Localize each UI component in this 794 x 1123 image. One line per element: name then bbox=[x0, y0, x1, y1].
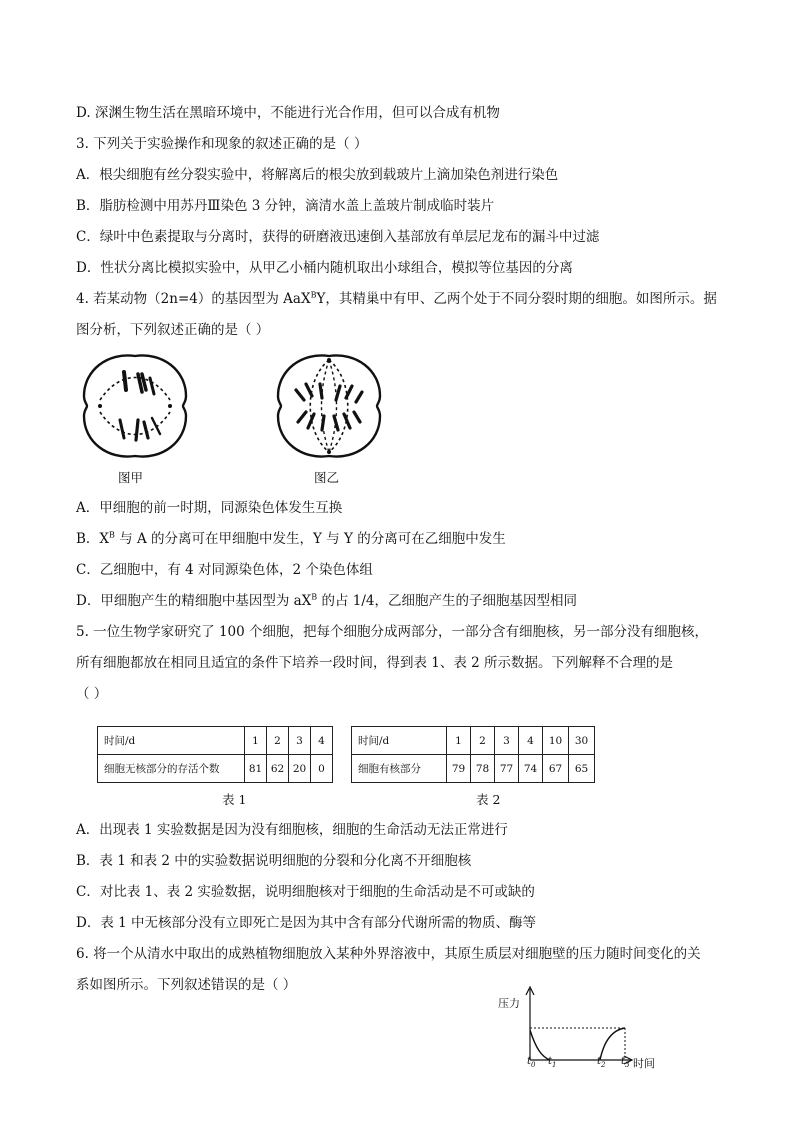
q5-option-a: A．出现表 1 实验数据是因为没有细胞核，细胞的生命活动无法正常进行 bbox=[76, 822, 508, 838]
q5-stem-line2: 所有细胞都放在相同且适宜的条件下培养一段时间，得到表 1、表 2 所示数据。下列解释不合理的是 bbox=[76, 655, 674, 671]
q3-option-c: C．绿叶中色素提取与分离时，获得的研磨液迅速倒入基部放有单层尼龙布的漏斗中过滤 bbox=[76, 229, 600, 245]
q3-option-b: B．脂肪检测中用苏丹Ⅲ染色 3 分钟，滴清水盖上盖玻片制成临时装片 bbox=[76, 198, 495, 214]
table-1 bbox=[97, 726, 333, 783]
table-1-row-label: 细胞无核部分的存活个数 bbox=[98, 755, 245, 783]
table-1-header: 时间/d bbox=[98, 727, 245, 755]
q5-stem-line1: 5. 一位生物学家研究了 100 个细胞，把每个细胞分成两部分，一部分含有细胞核，另一部分没有细胞核， bbox=[76, 624, 709, 640]
table-1-day: 1 bbox=[245, 727, 267, 755]
table-2-value: 78 bbox=[471, 755, 495, 783]
graph-y-label: 压力 bbox=[498, 997, 520, 1010]
table-2-value: 74 bbox=[519, 755, 543, 783]
cell-figure-b bbox=[274, 350, 384, 462]
graph-x-label: 时间 bbox=[633, 1057, 655, 1070]
table-2-row-label: 细胞有核部分 bbox=[352, 755, 447, 783]
q4-option-b: B．$X^B$ 与 A 的分离可在甲细胞中发生，Y 与 Y 的分离可在乙细胞中发生 bbox=[76, 530, 506, 547]
pressure-graph bbox=[520, 985, 640, 1065]
table-2-day: 30 bbox=[569, 727, 595, 755]
graph-tick-t3: $t_3$ bbox=[621, 1056, 630, 1069]
table-2-day: 10 bbox=[543, 727, 569, 755]
table-1-day: 3 bbox=[289, 727, 311, 755]
table-1-value: 0 bbox=[311, 755, 333, 783]
table-2-value: 79 bbox=[447, 755, 471, 783]
q5-option-b: B．表 1 和表 2 中的实验数据说明细胞的分裂和分化离不开细胞核 bbox=[76, 853, 472, 869]
q3-stem: 3. 下列关于实验操作和现象的叙述正确的是（ ） bbox=[76, 136, 368, 152]
q3-option-a: A．根尖细胞有丝分裂实验中，将解离后的根尖放到载玻片上滴加染色剂进行染色 bbox=[76, 167, 559, 183]
cell-figure-a bbox=[80, 350, 190, 462]
table-1-day: 2 bbox=[267, 727, 289, 755]
table-1-value: 20 bbox=[289, 755, 311, 783]
q4-stem-line1: 4. 若某动物（2n=4）的基因型为 AaX$^B$Y，其精巢中有甲、乙两个处于不同分裂时期的细胞。如图所示。据 bbox=[76, 290, 717, 307]
table-2-day: 1 bbox=[447, 727, 471, 755]
table-2-day: 3 bbox=[495, 727, 519, 755]
q4-stem-line2: 图分析，下列叙述正确的是（ ） bbox=[76, 322, 270, 338]
table-2-value: 67 bbox=[543, 755, 569, 783]
table-1-value: 62 bbox=[267, 755, 289, 783]
q6-stem-line2: 系如图所示。下列叙述错误的是（ ） bbox=[76, 977, 297, 993]
table-1-caption: 表 1 bbox=[222, 792, 247, 807]
table-2 bbox=[351, 726, 595, 783]
figure-a-caption: 图甲 bbox=[118, 470, 144, 485]
q4-option-a: A．甲细胞的前一时期，同源染色体发生互换 bbox=[76, 500, 343, 516]
q3-option-d: D．性状分离比模拟实验中，从甲乙小桶内随机取出小球组合，模拟等位基因的分离 bbox=[76, 260, 573, 276]
graph-tick-t1: $t_1$ bbox=[548, 1056, 557, 1069]
q6-stem-line1: 6. 将一个从清水中取出的成熟植物细胞放入某种外界溶液中，其原生质层对细胞壁的压力随时间变化的关 bbox=[76, 946, 701, 962]
q5-option-c: C．对比表 1、表 2 实验数据，说明细胞核对于细胞的生命活动是不可或缺的 bbox=[76, 884, 535, 900]
table-2-day: 2 bbox=[471, 727, 495, 755]
table-2-caption: 表 2 bbox=[476, 792, 501, 807]
q4-option-c: C．乙细胞中，有 4 对同源染色体，2 个染色体组 bbox=[76, 562, 373, 578]
figure-b-caption: 图乙 bbox=[314, 470, 340, 485]
table-2-value: 77 bbox=[495, 755, 519, 783]
table-1-day: 4 bbox=[311, 727, 333, 755]
q5-option-d: D．表 1 中无核部分没有立即死亡是因为其中含有部分代谢所需的物质、酶等 bbox=[76, 915, 536, 931]
table-1-value: 81 bbox=[245, 755, 267, 783]
q2-option-d: D. 深渊生物生活在黑暗环境中，不能进行光合作用，但可以合成有机物 bbox=[76, 105, 500, 121]
table-2-value: 65 bbox=[569, 755, 595, 783]
table-2-header: 时间/d bbox=[352, 727, 447, 755]
graph-tick-t2: $t_2$ bbox=[597, 1056, 606, 1069]
q4-option-d: D．甲细胞产生的精细胞中基因型为 $aX^B$ 的占 1/4，乙细胞产生的子细胞基因型相同 bbox=[76, 592, 577, 609]
table-2-day: 4 bbox=[519, 727, 543, 755]
graph-tick-t0: $t_0$ bbox=[527, 1056, 536, 1069]
q5-stem-line3: （ ） bbox=[76, 686, 108, 702]
